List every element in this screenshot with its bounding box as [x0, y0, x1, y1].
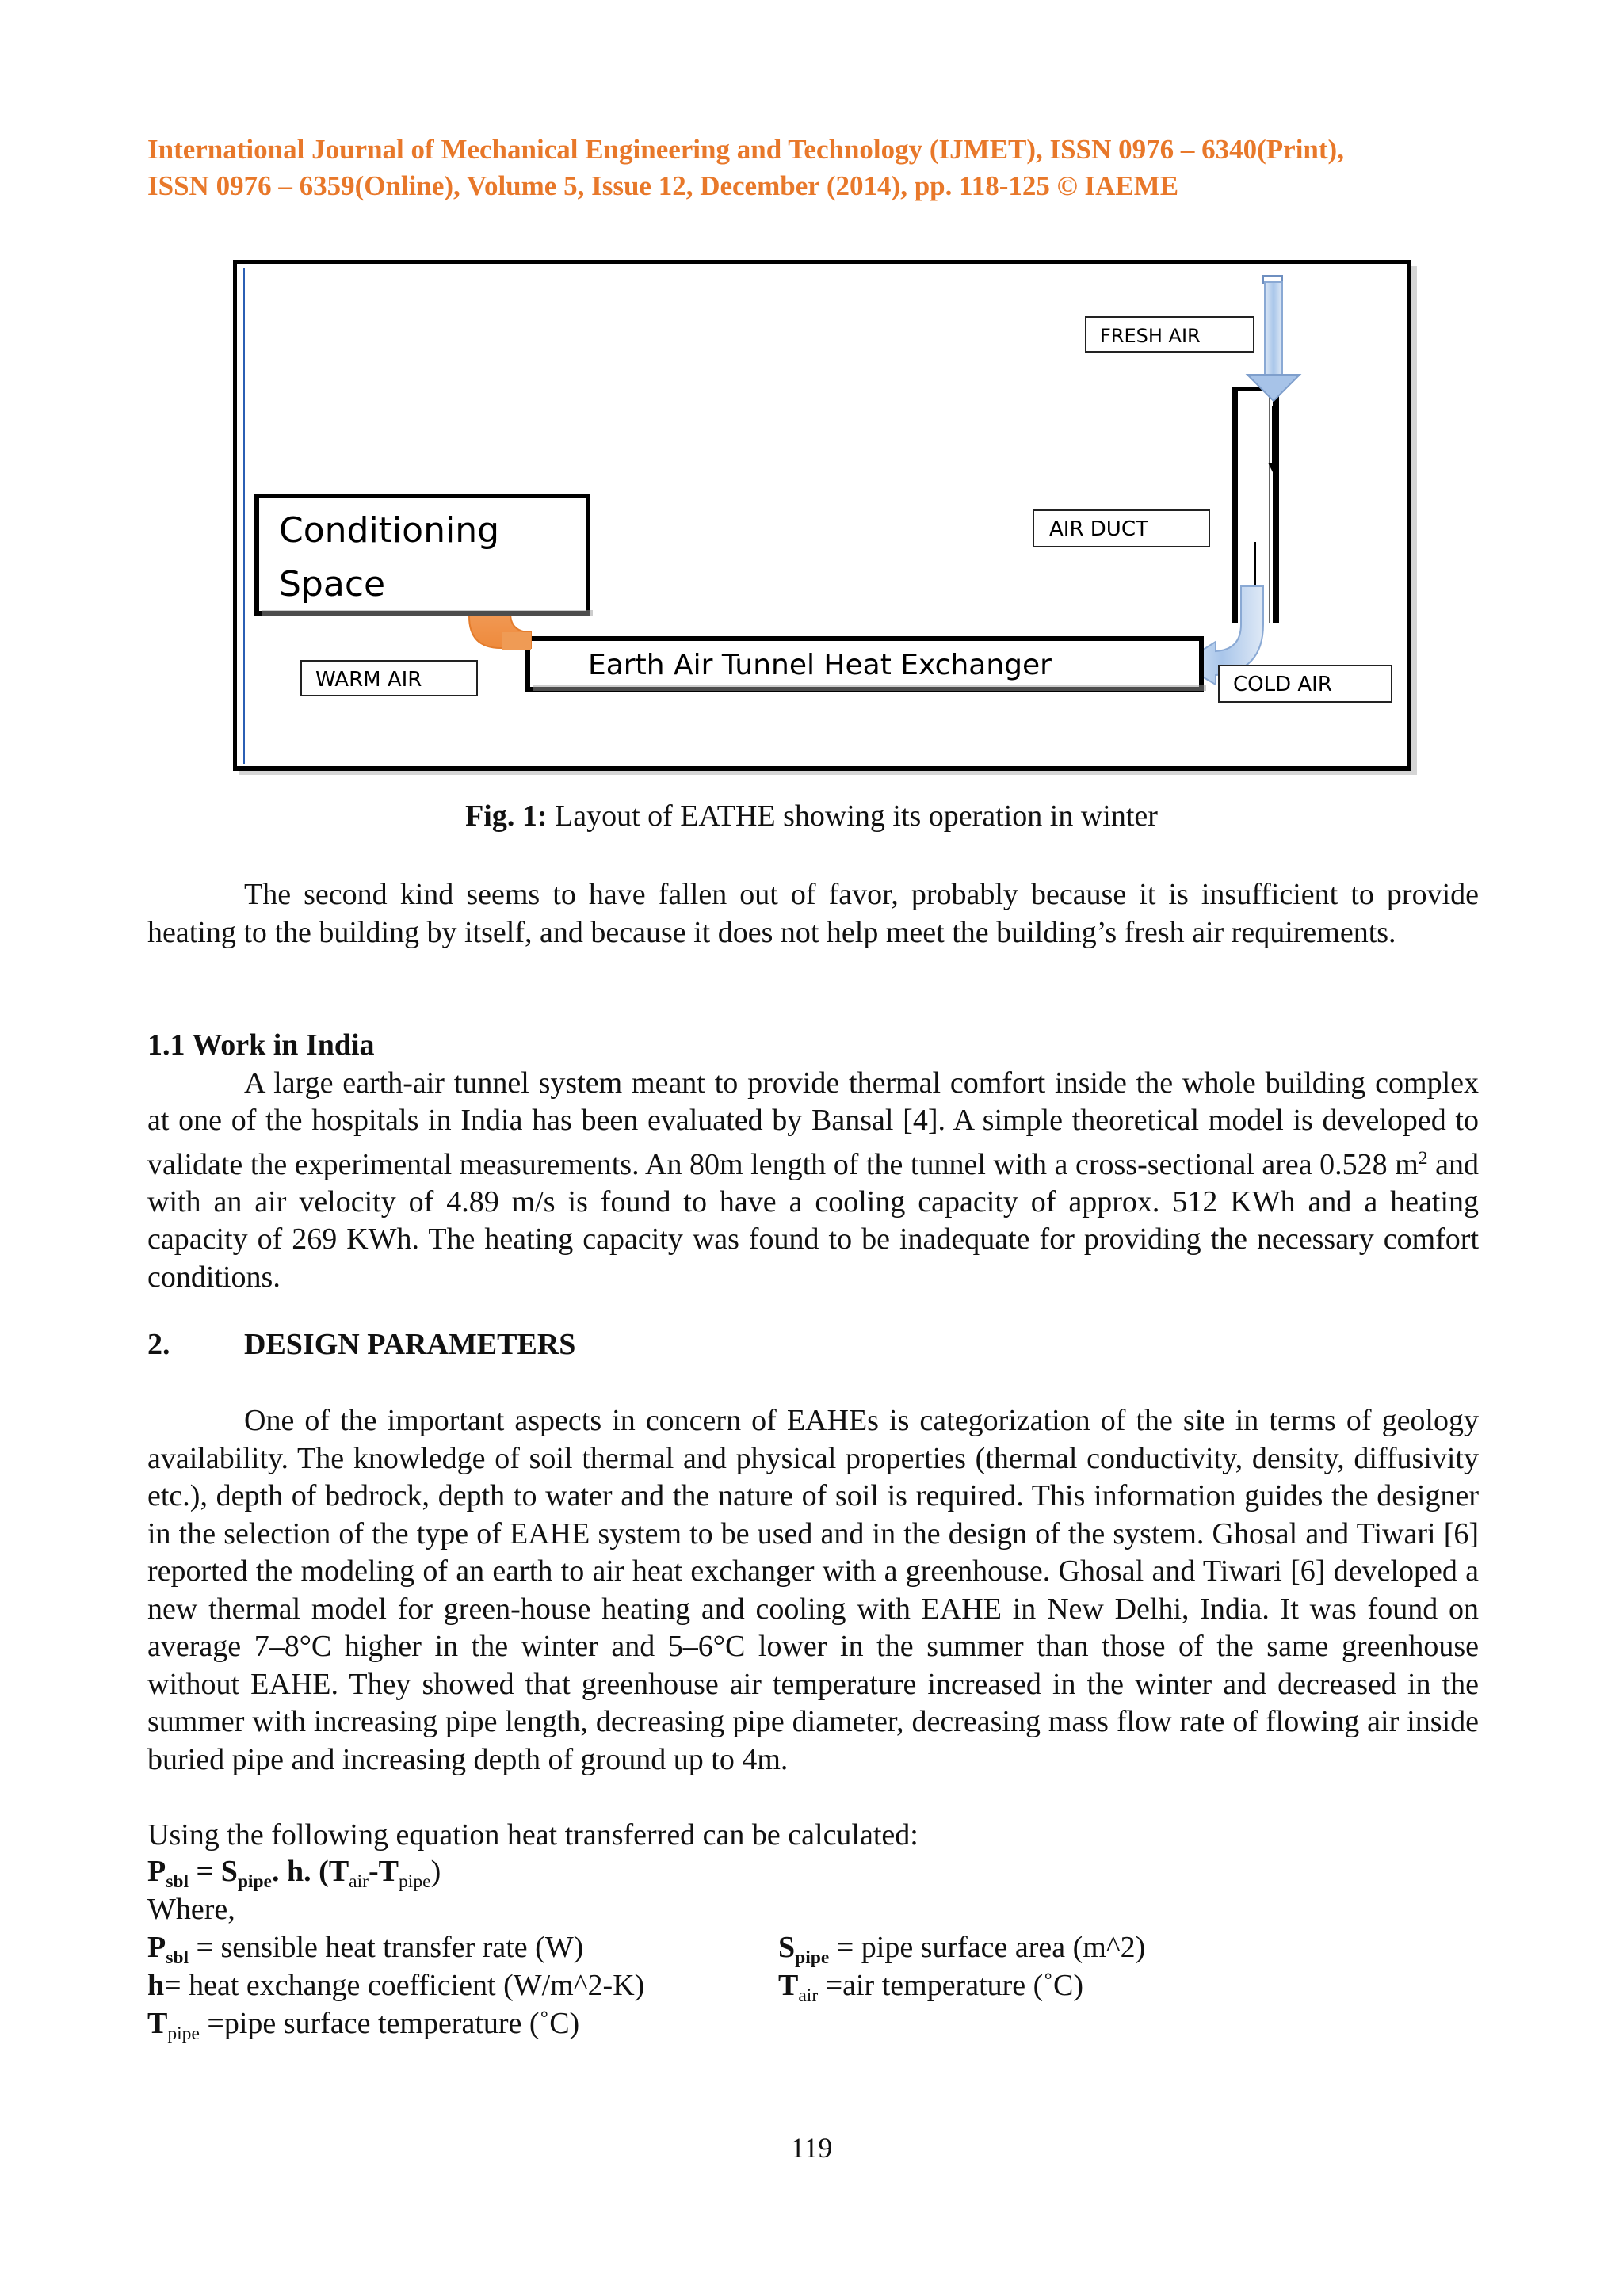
paragraph-second-kind: The second kind seems to have fallen out of favor, probably because it is insufficient to provide heating to the building by itself, and because it does not help meet the building’s fresh air requirements. [147, 878, 1479, 949]
def-tpipe-sub: pipe [167, 2023, 200, 2045]
def-tair-text: =air temperature (˚C) [818, 1969, 1083, 2002]
def-tair-sym: T [778, 1969, 799, 2002]
conditioning-label-2: Space [279, 564, 386, 605]
warm-air-label: WARM AIR [315, 668, 422, 692]
eathe-figure [233, 260, 1419, 776]
section-design-parameters-heading [147, 1326, 1479, 1364]
def-spipe-text: = pipe surface area (m^2) [829, 1931, 1146, 1964]
eq-h: . h. ( [272, 1855, 329, 1888]
def-tair-sub: air [798, 1985, 819, 2007]
def-tpipe-sym: T [147, 2007, 168, 2040]
def-tpipe [147, 2006, 579, 2045]
section-2-paragraph: One of the important aspects in concern of EAHEs is categorization of the site in terms of geology availability. The knowledge of soil thermal and physical properties (thermal conductivity, density, diffusivity etc.), depth of bedrock, depth to water and the nature of soil is required. This information guides the designer in the selection of the type of EAHE system to be used and in the design of the system. Ghosal and Tiwari [6] reported the modeling of an earth to air heat exchanger with a greenhouse. Ghosal and Tiwari [6] developed a new thermal model for green-house heating and cooling with EAHE in New Delhi, India. It was found on average 7–8°C higher in the winter and 5–6°C lower in the summer than those of the same greenhouse without EAHE. They showed that greenhouse air temperature increased in the winter and decreased in the summer with increasing pipe length, decreasing pipe diameter, decreasing mass flow rate of flowing air inside buried pipe and increasing depth of ground up to 4m. [147, 1404, 1479, 1776]
fresh-air-label: FRESH AIR [1100, 325, 1201, 347]
def-tpipe-text: =pipe surface temperature (˚C) [199, 2007, 580, 2040]
eathe-diagram [233, 260, 1419, 776]
journal-header [147, 132, 1479, 204]
heat-equation [147, 1854, 441, 1893]
eq-t2: T [378, 1855, 399, 1888]
eq-equals: = [189, 1855, 221, 1888]
def-psbl-sym: P [147, 1931, 166, 1964]
page-number: 119 [790, 2132, 833, 2164]
caption-text: Layout of EATHE showing its operation in winter [547, 799, 1158, 833]
header-line-2: ISSN 0976 – 6359(Online), Volume 5, Issue 12, December (2014), pp. 118-125 © IAEME [147, 170, 1179, 201]
figure-caption [0, 799, 1623, 833]
eq-s-sub: pipe [237, 1871, 273, 1893]
eq-close: ) [430, 1855, 441, 1888]
section-1-1-text-a: A large earth-air tunnel system meant to provide thermal comfort inside the whole building complex at one of the hospitals in India has been evaluated by Bansal [4]. A simple theoretical model is developed to validate the experimental measurements. An 80m length of the tunnel with a cross-sectional area 0.528 m [147, 1066, 1479, 1181]
conditioning-shadow [262, 610, 593, 616]
duct-left-wall [1232, 387, 1238, 623]
warm-air-base [502, 632, 531, 650]
def-tair [778, 1968, 1083, 2007]
def-h-sym: h [147, 1969, 165, 2002]
section-1-1-paragraph [147, 1065, 1479, 1297]
section-1-1-superscript: 2 [1418, 1147, 1428, 1169]
air-duct-label: AIR DUCT [1049, 517, 1148, 541]
eq-t2-sub: pipe [399, 1871, 431, 1893]
def-h-text: = heat exchange coefficient (W/m^2-K) [164, 1969, 645, 2002]
duct-right-wall [1273, 387, 1279, 623]
header-line-1: International Journal of Mechanical Engineering and Technology (IJMET), ISSN 0976 – 6340(Print), [147, 134, 1344, 165]
eq-p-sub: sbl [166, 1871, 189, 1893]
eq-t1: T [328, 1855, 349, 1888]
def-psbl [147, 1930, 583, 1969]
eq-s: S [220, 1855, 238, 1888]
eq-dash: - [369, 1855, 379, 1888]
using-equation-line: Using the following equation heat transferred can be calculated: [147, 1818, 918, 1852]
def-spipe-sub: pipe [795, 1947, 830, 1969]
def-spipe-sym: S [778, 1931, 796, 1964]
def-h [147, 1968, 644, 2003]
section-2-heading: DESIGN PARAMETERS [244, 1328, 576, 1361]
tunnel-shadow [533, 685, 1206, 691]
def-psbl-sub: sbl [166, 1947, 189, 1969]
section-heading-1-1: 1.1 Work in India [147, 1028, 375, 1062]
where-line: Where, [147, 1893, 235, 1926]
section-1-1-text-b: and with an air velocity of 4.89 m/s is found to have a cooling capacity of approx. 512 KWh and a heating capacity of 269 KWh. The heating capacity was found to be inadequate for providing the necessary comfort conditions. [147, 1147, 1479, 1294]
def-spipe [778, 1930, 1145, 1969]
eq-p: P [147, 1855, 166, 1888]
section-work-in-india [147, 1027, 1479, 1296]
conditioning-label-1: Conditioning [279, 510, 500, 551]
cold-air-label: COLD AIR [1233, 673, 1332, 696]
caption-label: Fig. 1: [465, 799, 548, 833]
fresh-air-shaft [1265, 282, 1282, 377]
tunnel-label: Earth Air Tunnel Heat Exchanger [588, 649, 1052, 681]
eq-t1-sub: air [349, 1871, 369, 1893]
def-psbl-text: = sensible heat transfer rate (W) [189, 1931, 584, 1964]
section-2-number: 2. [147, 1328, 170, 1361]
